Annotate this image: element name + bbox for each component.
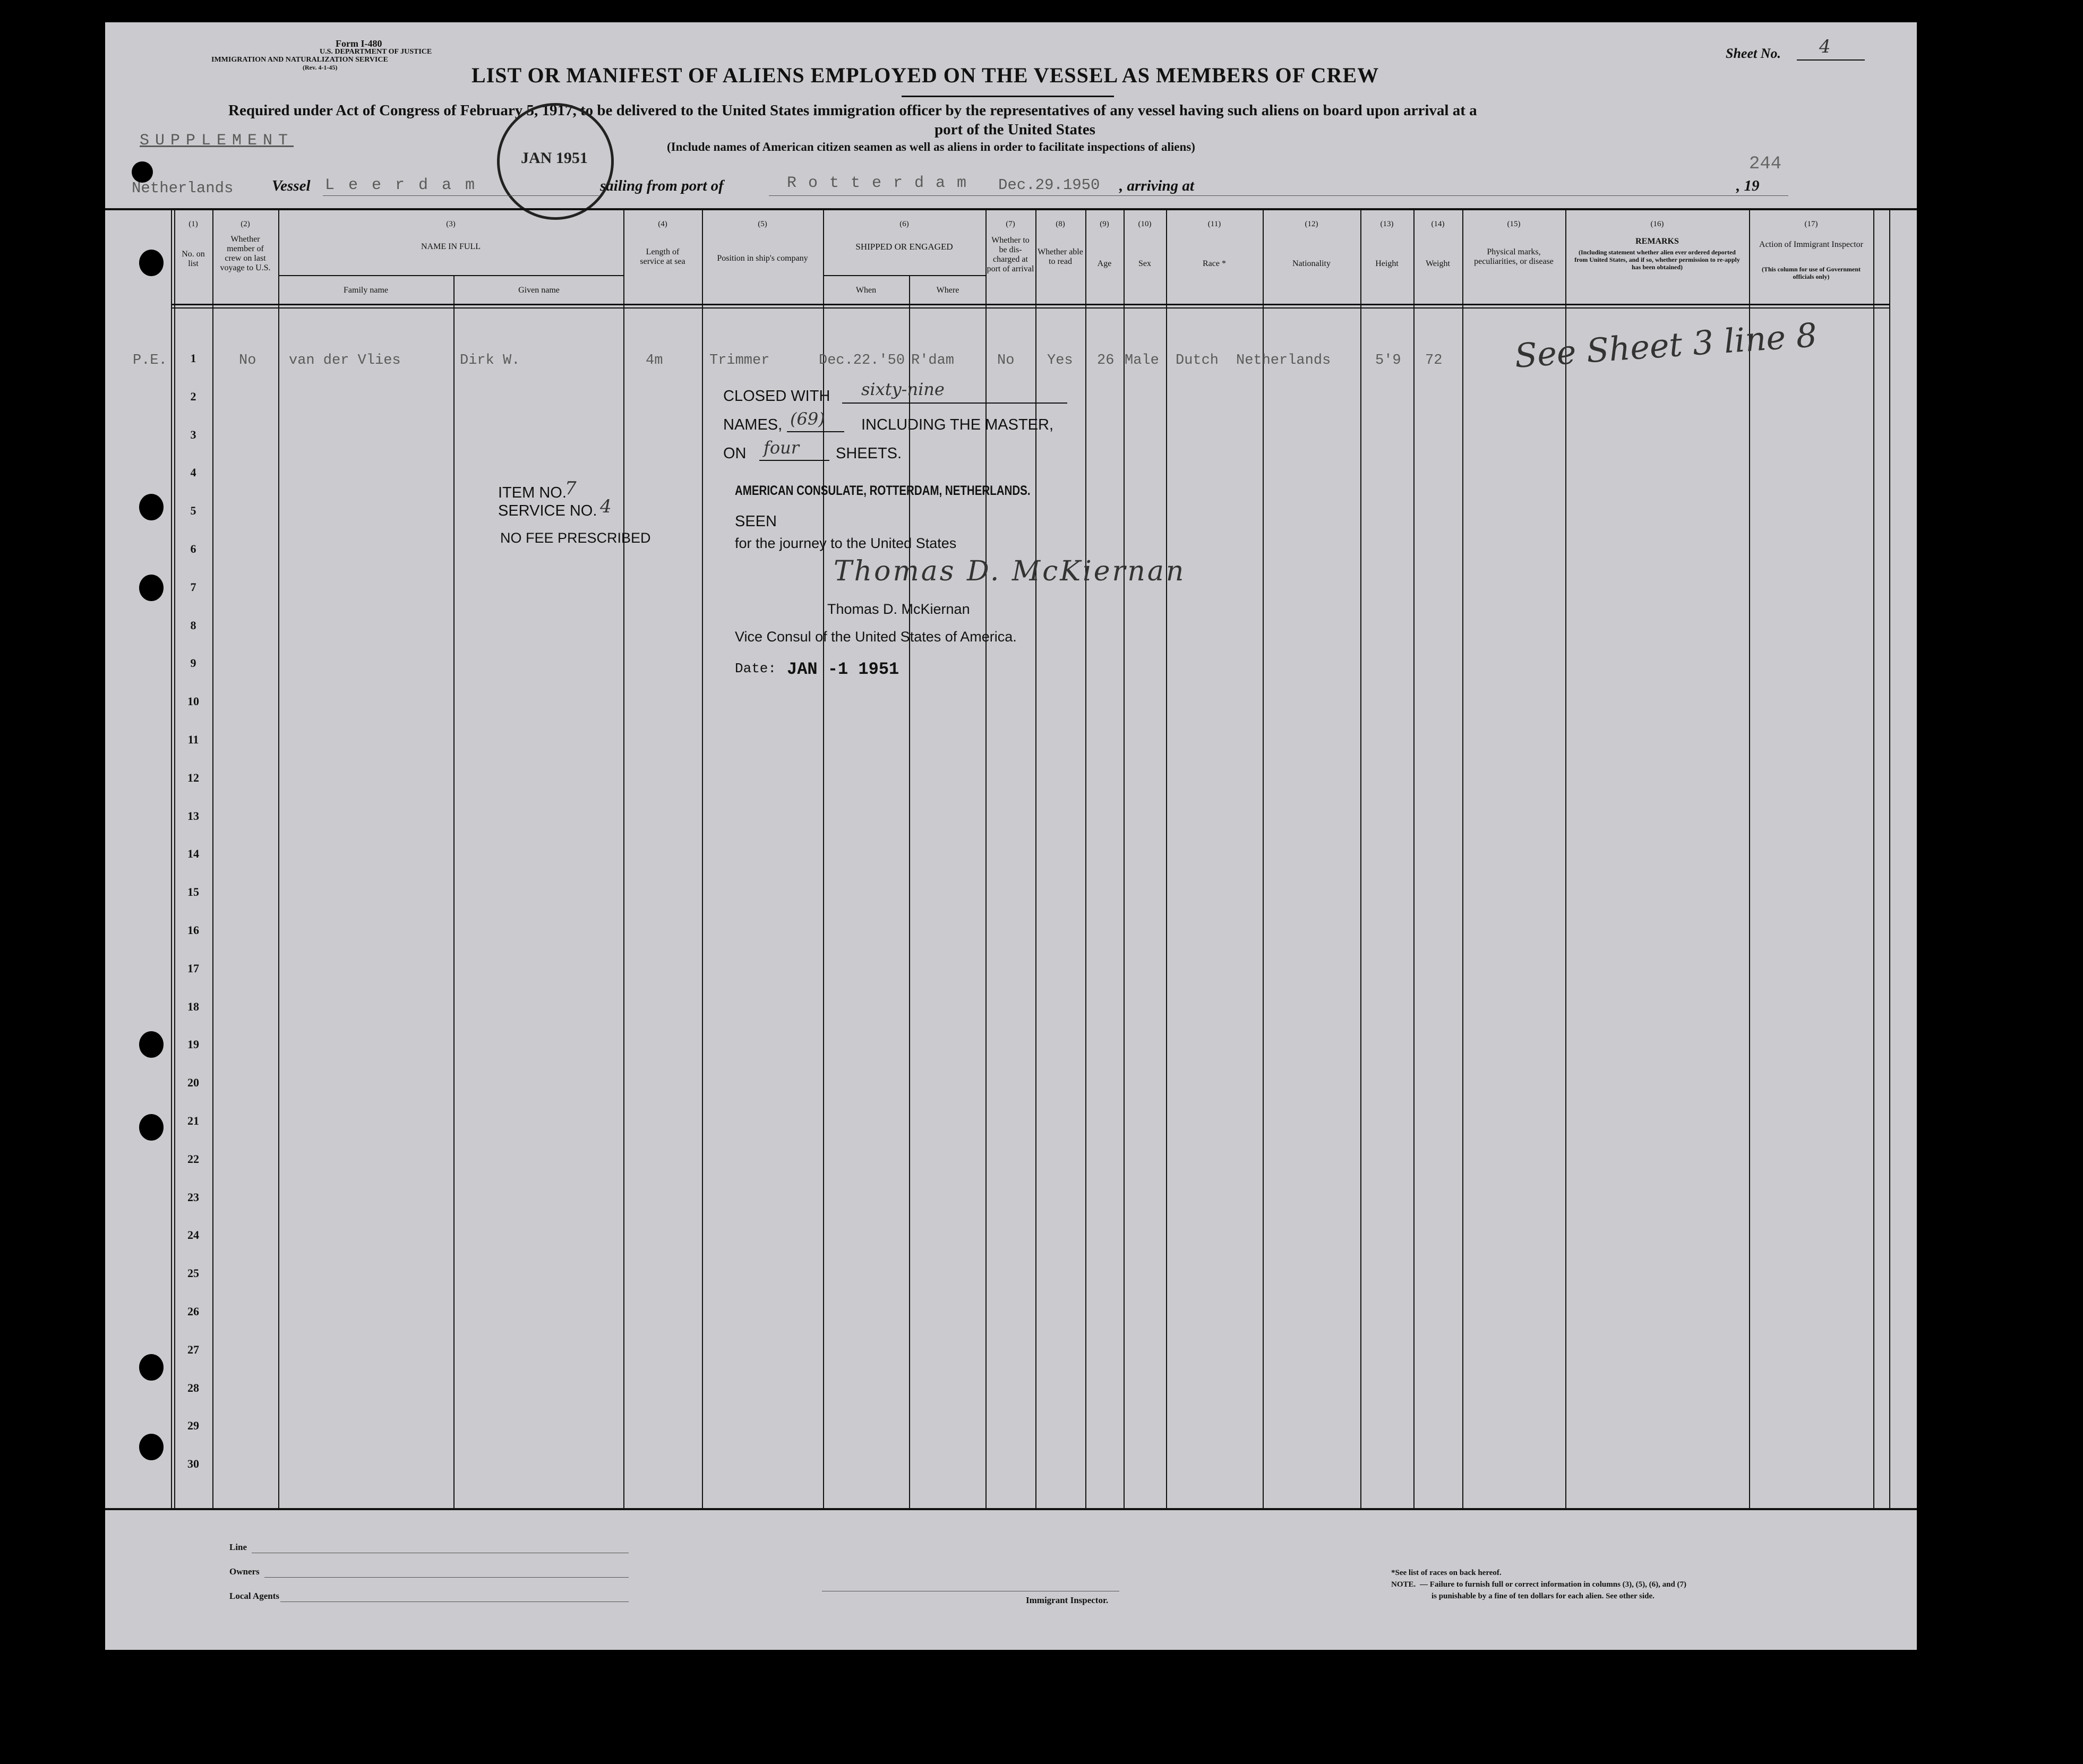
column-header: Whether member of crew on last voyage to U.S. bbox=[220, 235, 271, 272]
column-rule bbox=[1565, 209, 1566, 1509]
cell-remarks: See Sheet 3 line 8 bbox=[1513, 315, 1819, 375]
manifest-sheet bbox=[105, 22, 1917, 1650]
cell-nationality: Netherlands bbox=[1236, 353, 1331, 369]
cell-position: Trimmer bbox=[709, 353, 770, 369]
sheets-label: SHEETS. bbox=[836, 445, 902, 462]
sheet-label: Sheet No. bbox=[1726, 46, 1781, 61]
row-number: 2 bbox=[190, 389, 196, 403]
cell-when: Dec.22.'50 bbox=[819, 353, 905, 369]
column-rule bbox=[702, 209, 703, 1509]
column-number: (5) bbox=[758, 220, 767, 228]
column-header: Age bbox=[1097, 259, 1112, 268]
row-number: 1 bbox=[190, 352, 196, 365]
column-rule bbox=[985, 209, 987, 1509]
column-rule bbox=[909, 276, 910, 1509]
year-label: , 19 bbox=[1736, 177, 1760, 194]
column-header: Length of service at sea bbox=[640, 247, 685, 266]
table-top-rule bbox=[105, 208, 1917, 210]
fill-line bbox=[264, 1577, 629, 1578]
service-label: SERVICE NO. bbox=[498, 502, 597, 519]
cell-where: R'dam bbox=[911, 353, 955, 369]
column-number: (1) bbox=[188, 220, 198, 228]
column-subheader: Where bbox=[936, 286, 959, 295]
punch-hole bbox=[139, 1354, 164, 1381]
consul-title: Vice Consul of the United States of America. bbox=[735, 629, 1017, 645]
punch-hole bbox=[139, 1114, 164, 1141]
row-number: 26 bbox=[187, 1305, 199, 1318]
cell-service: 4m bbox=[646, 353, 663, 369]
cell-read: Yes bbox=[1047, 353, 1073, 369]
punch-hole bbox=[139, 494, 164, 520]
names-count: (69) bbox=[790, 409, 825, 429]
including-label: INCLUDING THE MASTER, bbox=[861, 416, 1054, 433]
punch-hole bbox=[139, 1031, 164, 1058]
column-number: (15) bbox=[1507, 220, 1521, 228]
item-number: 7 bbox=[565, 478, 577, 499]
column-rule bbox=[171, 209, 172, 1509]
punch-hole bbox=[139, 575, 164, 601]
arriving-label: , arriving at bbox=[1119, 177, 1194, 194]
row-number: 22 bbox=[187, 1152, 199, 1166]
column-number: (9) bbox=[1100, 220, 1109, 228]
row-number: 19 bbox=[187, 1038, 199, 1051]
dotted-rule bbox=[323, 195, 599, 196]
column-header: Whether to be dis-charged at port of arrival bbox=[987, 236, 1034, 273]
vessel-name: Leerdam bbox=[325, 176, 489, 194]
agency-line: IMMIGRATION AND NATURALIZATION SERVICE bbox=[211, 56, 388, 64]
column-note: (This column for use of Government officials only) bbox=[1761, 266, 1861, 280]
line-label: Line bbox=[229, 1542, 247, 1552]
column-rule bbox=[212, 209, 213, 1509]
column-header: REMARKS bbox=[1635, 237, 1679, 246]
agency-line: U.S. DEPARTMENT OF JUSTICE bbox=[320, 48, 432, 56]
row-number: 9 bbox=[190, 656, 196, 670]
row-number: 29 bbox=[187, 1419, 199, 1433]
cell-family-name: van der Vlies bbox=[289, 353, 401, 369]
subheader-rule bbox=[823, 275, 985, 276]
subtitle: port of the United States bbox=[935, 121, 1095, 138]
row-number: 14 bbox=[187, 847, 199, 861]
fee-label: NO FEE PRESCRIBED bbox=[500, 530, 651, 546]
row-number: 18 bbox=[187, 999, 199, 1013]
header-bottom-rule bbox=[171, 307, 1890, 309]
punch-hole bbox=[139, 1434, 164, 1460]
column-header: Height bbox=[1375, 259, 1399, 268]
column-rule bbox=[1889, 209, 1890, 1509]
revision-label: (Rev. 4-1-45) bbox=[303, 64, 338, 71]
column-header: NAME IN FULL bbox=[421, 242, 481, 251]
column-number: (17) bbox=[1804, 220, 1818, 228]
column-number: (12) bbox=[1305, 220, 1318, 228]
row-number: 4 bbox=[190, 466, 196, 479]
subtitle-note: (Include names of American citizen seamen as well as aliens in order to facilitate inspections of aliens) bbox=[667, 140, 1195, 153]
column-rule bbox=[278, 209, 279, 1509]
column-number: (13) bbox=[1380, 220, 1394, 228]
column-header: Action of Immigrant Inspector bbox=[1759, 240, 1863, 249]
row-number: 15 bbox=[187, 885, 199, 899]
row-number: 27 bbox=[187, 1342, 199, 1356]
punch-hole bbox=[139, 250, 164, 276]
signer-name: Thomas D. McKiernan bbox=[827, 601, 970, 617]
row-number: 17 bbox=[187, 961, 199, 975]
sheet-underline bbox=[1797, 59, 1865, 61]
row-number: 7 bbox=[190, 580, 196, 594]
sail-date-field: Dec.29.1950 bbox=[998, 176, 1100, 194]
sheets-count: four bbox=[764, 438, 800, 458]
fill-line bbox=[787, 431, 844, 432]
cell-race: Dutch bbox=[1176, 353, 1219, 369]
inspector-label: Immigrant Inspector. bbox=[1026, 1595, 1109, 1605]
sheet-number: 4 bbox=[1819, 36, 1831, 57]
cell-given-name: Dirk W. bbox=[460, 353, 520, 369]
row-number: 8 bbox=[190, 618, 196, 632]
column-subheader: When bbox=[855, 286, 877, 295]
row-number: 24 bbox=[187, 1228, 199, 1242]
table-bottom-rule bbox=[105, 1508, 1917, 1510]
note-text: — Failure to furnish full or correct information in columns (3), (5), (6), and (7) bbox=[1420, 1580, 1687, 1589]
cell-age: 26 bbox=[1097, 353, 1115, 369]
row-number: 23 bbox=[187, 1190, 199, 1204]
column-rule bbox=[1360, 209, 1361, 1509]
row-number: 25 bbox=[187, 1266, 199, 1280]
row-number: 20 bbox=[187, 1076, 199, 1090]
row-number: 16 bbox=[187, 923, 199, 937]
column-header: Sex bbox=[1138, 259, 1151, 268]
row-number: 13 bbox=[187, 809, 199, 823]
item-label: ITEM NO. bbox=[498, 484, 567, 501]
note-text: is punishable by a fine of ten dollars for each alien. See other side. bbox=[1431, 1592, 1655, 1600]
column-number: (16) bbox=[1650, 220, 1664, 228]
column-number: (2) bbox=[241, 220, 250, 228]
cell-height: 5'9 bbox=[1375, 353, 1401, 369]
port-field: Rotterdam bbox=[787, 174, 979, 192]
dotted-rule bbox=[1225, 195, 1788, 196]
column-number: (7) bbox=[1006, 220, 1015, 228]
fill-line bbox=[759, 460, 829, 461]
subheader-rule bbox=[278, 275, 624, 276]
on-label: ON bbox=[723, 445, 747, 462]
date-label: Date: bbox=[735, 661, 777, 677]
column-header: Nationality bbox=[1292, 259, 1331, 268]
column-subheader: Family name bbox=[344, 286, 388, 295]
local-agents-label: Local Agents bbox=[229, 1591, 279, 1601]
service-number: 4 bbox=[600, 496, 612, 517]
column-header: SHIPPED OR ENGAGED bbox=[855, 242, 953, 252]
column-rule bbox=[1873, 209, 1874, 1509]
received-stamp: JAN 1951 bbox=[497, 103, 614, 220]
cell-weight: 72 bbox=[1425, 353, 1443, 369]
corner-number: 244 bbox=[1749, 154, 1782, 174]
names-label: NAMES, bbox=[723, 416, 783, 433]
column-rule bbox=[1085, 209, 1086, 1509]
row-number: 11 bbox=[187, 733, 199, 746]
row-number: 21 bbox=[187, 1114, 199, 1127]
note-label: NOTE. bbox=[1391, 1580, 1416, 1589]
fill-line bbox=[842, 403, 1067, 404]
page-title: LIST OR MANIFEST OF ALIENS EMPLOYED ON THE VESSEL AS MEMBERS OF CREW bbox=[472, 63, 1379, 87]
column-number: (11) bbox=[1207, 220, 1221, 228]
column-rule bbox=[174, 209, 175, 1509]
vessel-label: Vessel bbox=[272, 177, 311, 194]
column-rule bbox=[1166, 209, 1167, 1509]
column-rule bbox=[623, 209, 624, 1509]
seen-label: SEEN bbox=[735, 513, 777, 530]
column-rule bbox=[1124, 209, 1125, 1509]
column-number: (3) bbox=[446, 220, 456, 228]
column-rule bbox=[1413, 209, 1415, 1509]
closed-with-label: CLOSED WITH bbox=[723, 388, 830, 405]
race-note: *See list of races on back hereof. bbox=[1391, 1569, 1502, 1577]
title-rule bbox=[902, 96, 1114, 97]
dotted-rule bbox=[769, 195, 1225, 196]
form-number: Form I-480 bbox=[336, 38, 382, 49]
column-rule bbox=[1462, 209, 1463, 1509]
column-header: Whether able to read bbox=[1038, 247, 1083, 266]
column-rule bbox=[1263, 209, 1264, 1509]
column-header: Position in ship's company bbox=[717, 254, 808, 263]
column-number: (6) bbox=[899, 220, 909, 228]
row-number: 12 bbox=[187, 770, 199, 784]
column-rule bbox=[1749, 209, 1750, 1509]
column-header: Race * bbox=[1203, 259, 1226, 268]
row-number: 28 bbox=[187, 1381, 199, 1394]
subtitle: Required under Act of Congress of February 5, 1917, to be delivered to the United States immigration officer by the representatives of any vessel having such aliens on board upon arrival at a bbox=[228, 102, 1477, 119]
supplement-label: SUPPLEMENT bbox=[140, 132, 294, 150]
row-number: 5 bbox=[190, 504, 196, 518]
closed-count: sixty-nine bbox=[861, 379, 945, 399]
consul-signature: Thomas D. McKiernan bbox=[834, 555, 1186, 587]
column-number: (10) bbox=[1138, 220, 1152, 228]
row-number: 3 bbox=[190, 427, 196, 441]
row-number: 10 bbox=[187, 695, 199, 708]
consulate-label: AMERICAN CONSULATE, ROTTERDAM, NETHERLANDS. bbox=[735, 483, 1031, 498]
column-rule bbox=[1035, 209, 1036, 1509]
column-header: Weight bbox=[1426, 259, 1450, 268]
cell-last-voyage: No bbox=[239, 353, 256, 369]
row-prefix: P.E. bbox=[133, 353, 167, 369]
stamp-date: JAN -1 1951 bbox=[787, 660, 899, 679]
column-subheader: Given name bbox=[518, 286, 560, 295]
row-number: 30 bbox=[187, 1457, 199, 1471]
column-number: (14) bbox=[1431, 220, 1445, 228]
cell-discharged: No bbox=[997, 353, 1015, 369]
header-bottom-rule bbox=[171, 304, 1890, 305]
nationality-field: Netherlands bbox=[132, 179, 234, 197]
column-note: (Including statement whether alien ever ordered deported from United States, and if so, whether permission to re-apply has been obtained) bbox=[1574, 249, 1740, 271]
owners-label: Owners bbox=[229, 1566, 260, 1577]
sailing-label: sailing from port of bbox=[600, 177, 724, 194]
row-number: 6 bbox=[190, 542, 196, 555]
column-header: No. on list bbox=[182, 250, 205, 268]
journey-label: for the journey to the United States bbox=[735, 535, 957, 551]
column-number: (4) bbox=[658, 220, 667, 228]
cell-sex: Male bbox=[1125, 353, 1159, 369]
column-header: Physical marks, peculiarities, or disease bbox=[1474, 247, 1554, 266]
column-rule bbox=[453, 276, 455, 1509]
column-number: (8) bbox=[1056, 220, 1065, 228]
